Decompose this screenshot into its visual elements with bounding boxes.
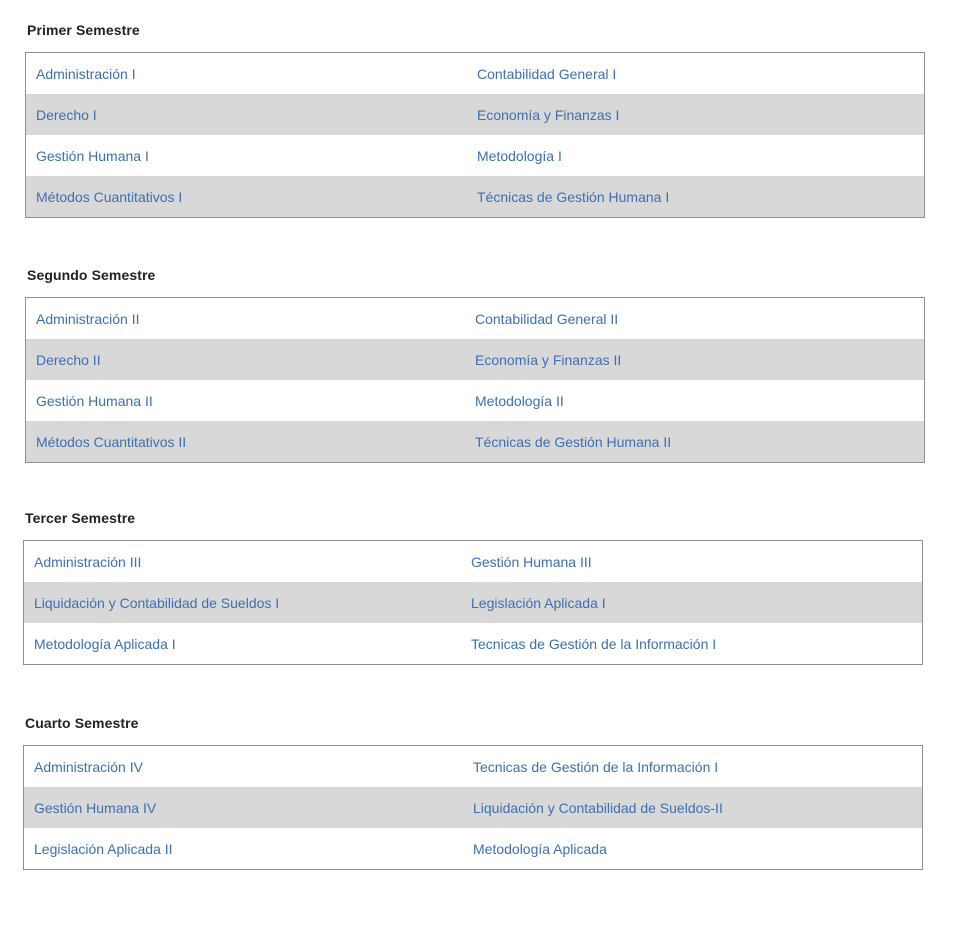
table-row (26, 339, 924, 380)
table-row (26, 298, 924, 339)
table-row (26, 380, 924, 421)
course-link[interactable]: Gestión Humana III (471, 553, 592, 570)
table-row (24, 541, 922, 582)
semester-3 (23, 508, 923, 665)
course-link[interactable]: Derecho I (36, 106, 97, 123)
semester-2 (25, 265, 925, 463)
semester-1-title: Primer Semestre (27, 22, 140, 38)
course-link[interactable]: Contabilidad General I (477, 65, 617, 82)
semester-3-title: Tercer Semestre (25, 510, 136, 526)
semester-2-title: Segundo Semestre (27, 267, 156, 283)
table-row (24, 623, 922, 664)
course-link[interactable]: Administración I (36, 65, 136, 82)
semester-3-course-table (23, 540, 923, 665)
course-link[interactable]: Gestión Humana IV (34, 799, 157, 816)
course-link[interactable]: Gestión Humana I (36, 147, 149, 164)
course-link[interactable]: Técnicas de Gestión Humana I (477, 188, 670, 205)
semester-4-course-table (23, 745, 923, 870)
table-row (24, 828, 922, 869)
course-link[interactable]: Economía y Finanzas II (475, 351, 622, 368)
table-row (26, 53, 924, 94)
course-link[interactable]: Metodología I (477, 147, 562, 164)
course-link[interactable]: Métodos Cuantitativos I (36, 188, 183, 205)
course-link[interactable]: Liquidación y Contabilidad de Sueldos I (34, 594, 280, 611)
course-link[interactable]: Técnicas de Gestión Humana II (475, 433, 672, 450)
course-link[interactable]: Derecho II (36, 351, 101, 368)
course-link[interactable]: Contabilidad General II (475, 310, 619, 327)
table-row (26, 94, 924, 135)
semester-1 (25, 20, 925, 218)
table-row (24, 787, 922, 828)
table-row (24, 582, 922, 623)
table-row (26, 135, 924, 176)
course-link[interactable]: Tecnicas de Gestión de la Información I (471, 635, 717, 652)
course-link[interactable]: Legislación Aplicada I (471, 594, 606, 611)
course-link[interactable]: Liquidación y Contabilidad de Sueldos-II (473, 799, 723, 816)
course-link[interactable]: Metodología Aplicada (473, 840, 607, 857)
semester-4-title: Cuarto Semestre (25, 715, 139, 731)
course-link[interactable]: Metodología Aplicada I (34, 635, 176, 652)
course-link[interactable]: Legislación Aplicada II (34, 840, 173, 857)
semester-2-course-table (25, 297, 925, 463)
table-row (24, 746, 922, 787)
course-link[interactable]: Administración IV (34, 758, 143, 775)
course-link[interactable]: Administración II (36, 310, 140, 327)
course-link[interactable]: Gestión Humana II (36, 392, 153, 409)
course-link[interactable]: Metodología II (475, 392, 564, 409)
table-row (26, 176, 924, 217)
course-link[interactable]: Administración III (34, 553, 142, 570)
table-row (26, 421, 924, 462)
semester-4 (23, 713, 923, 870)
semester-1-course-table (25, 52, 925, 218)
course-link[interactable]: Tecnicas de Gestión de la Información I (473, 758, 719, 775)
course-link[interactable]: Métodos Cuantitativos II (36, 433, 187, 450)
course-link[interactable]: Economía y Finanzas I (477, 106, 620, 123)
